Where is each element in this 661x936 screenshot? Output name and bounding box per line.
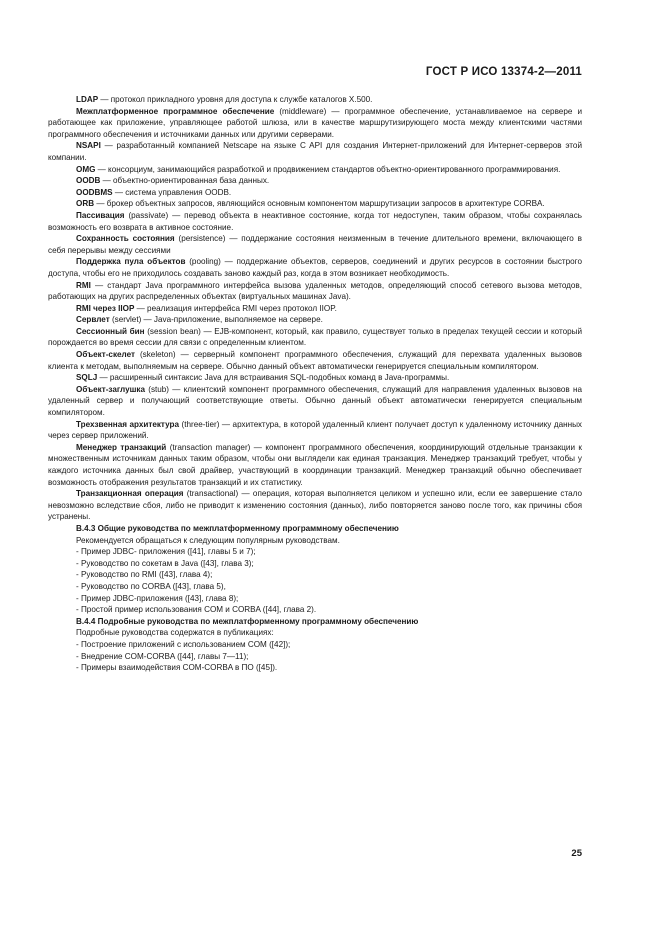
definition-entry <box>48 372 582 384</box>
definition-text: — объектно-ориентированная база данных. <box>100 176 270 186</box>
definition-entry <box>48 488 582 523</box>
definition-entry <box>48 106 582 141</box>
definition-entry <box>48 164 582 176</box>
definition-text: (persistence) — поддержание состояния неизменным в течение длительного времени, включающего в себя перерывы между сессиями <box>48 234 582 255</box>
section-intro: Рекомендуется обращаться к следующим популярным руководствам. <box>76 535 340 545</box>
definition-text: — консорциум, занимающийся разработкой и продвижением стандартов объектно-ориентированного программирования. <box>95 164 561 174</box>
definition-term: Сохранность состояния <box>76 234 175 244</box>
section-intro: Подробные руководства содержатся в публикациях: <box>76 628 274 638</box>
definition-entry <box>48 384 582 419</box>
definition-text: — расширенный синтаксис Java для встраивания SQL-подобных команд в Java-программы. <box>97 373 450 383</box>
page-header: ГОСТ Р ИСО 13374-2—2011 <box>425 66 582 78</box>
definition-entry <box>48 326 582 349</box>
definition-text: (session bean) — EJB-компонент, который, как правило, существует только в пределах текущей сессии и который порождается во время сессии для связи с определенным клиентом. <box>48 326 582 348</box>
definition-term: SQLJ <box>76 373 98 383</box>
definition-term: Сервлет <box>76 315 110 325</box>
definition-entry <box>48 233 582 256</box>
definition-term: Сессионный бин <box>76 326 145 336</box>
definition-entry <box>48 256 582 279</box>
definition-text: (passivate) — перевод объекта в неактивное состояние, когда тот недоступен, таким образом, чтобы сохранялась возможность его возврата в активное состояние. <box>48 210 582 232</box>
definition-entry <box>48 314 582 326</box>
definition-term: Межплатформенное программное обеспечение <box>76 106 275 116</box>
definition-term: RMI <box>76 280 91 290</box>
definition-term: OODB <box>76 176 101 186</box>
list-item: - Внедрение COM-CORBA ([44], главы 7—11); <box>76 651 249 661</box>
definition-entry <box>48 187 582 199</box>
definition-entry <box>48 419 582 442</box>
definition-term: OMG <box>76 164 96 174</box>
list-item: - Построение приложений с использованием COM ([42]); <box>76 639 291 649</box>
definition-entry <box>48 198 582 210</box>
definition-text: — реализация интерфейса RMI через протокол IIOP. <box>134 303 337 313</box>
definition-entry <box>48 140 582 163</box>
reference-list <box>48 546 582 616</box>
page-number: 25 <box>571 848 582 859</box>
definition-entry <box>48 280 582 303</box>
definition-text: (servlet) — Java-приложение, выполняемое на сервере. <box>109 315 323 325</box>
definition-term: Объект-заглушка <box>76 384 145 394</box>
list-item: - Пример JDBC- приложения ([41], главы 5 и 7); <box>76 547 256 557</box>
definition-term: Поддержка пула объектов <box>76 257 186 267</box>
definition-entry <box>48 210 582 233</box>
definition-text: (transaction manager) — компонент программного обеспечения, координирующий отдельные транзакции к множественным источникам данных таким образом, чтобы они выглядели как единая транзакция. Менеджер транзакций требует, чтобы у каждого источника данных был свой драйвер, участвующий в координации транзакций. Менеджер транзакций обычно обеспечивает возможность отображения результатов транзакций и их статистику. <box>48 442 582 487</box>
definition-text: (pooling) — поддержание объектов, серверов, соединений и других ресурсов в состоянии быстрого доступа, чтобы его не приходилось создавать заново каждый раз, когда в этом возникает необходимость. <box>48 257 582 278</box>
definition-entry <box>48 349 582 372</box>
definition-text: — протокол прикладного уровня для доступа к службе каталогов X.500. <box>98 95 373 104</box>
section-b44 <box>48 616 582 674</box>
definition-entry <box>48 442 582 488</box>
list-item: - Руководство по RMI ([43], глава 4); <box>76 570 213 580</box>
definition-term: NSAPI <box>76 141 101 151</box>
definition-term: Трехзвенная архитектура <box>76 419 179 429</box>
definition-term: Транзакционная операция <box>76 489 184 499</box>
definition-text: — стандарт Java программного интерфейса вызова удаленных методов, определяющий способ сетевого вызова методов, работающих на других распределенных объектах (виртуальных машинах Java). <box>48 280 582 302</box>
definition-entry <box>48 303 582 315</box>
definition-entry <box>48 94 582 106</box>
list-item: - Руководство по CORBA ([43], глава 5), <box>76 581 226 591</box>
section-b43 <box>48 523 582 616</box>
definition-term: Объект-скелет <box>76 350 135 360</box>
list-item: - Примеры взаимодействия COM-CORBA в ПО ([45]). <box>76 663 278 673</box>
list-item: - Руководство по сокетам в Java ([43], глава 3); <box>76 558 254 568</box>
page-content <box>48 94 582 674</box>
section-heading: В.4.3 Общие руководства по межплатформенному программному обеспечению <box>76 523 399 533</box>
definitions-list <box>48 94 582 523</box>
definition-text: (transactional) — операция, которая выполняется целиком и успешно или, если ее завершение стало невозможно вследствие сбоя, либо не приводит к изменению состояния (данных), либо повторяется заново после того, как причины сбоя устранены. <box>48 489 582 522</box>
definition-term: OODBMS <box>76 187 113 197</box>
definition-text: (three-tier) — архитектура, в которой удаленный клиент получает доступ к удаленному источнику данных через сервер приложений. <box>48 419 582 441</box>
definition-term: ORB <box>76 199 95 209</box>
definition-text: — система управления OODB. <box>112 187 232 197</box>
list-item: - Пример JDBC-приложения ([43], глава 8); <box>76 593 239 603</box>
definition-text: (skeleton) — серверный компонент программного обеспечения, служащий для перехвата удаленных вызовов клиента к методам, выполняемым на сервере. Обычно данный объект автоматически генерируется специальным компилятором. <box>48 350 582 371</box>
definition-text: — разработанный компанией Netscape на языке C API для создания Интернет-приложений для Интернет-серверов этой компании. <box>48 141 582 162</box>
definition-term: LDAP <box>76 95 99 104</box>
section-heading: В.4.4 Подробные руководства по межплатформенному программному обеспечению <box>76 616 419 626</box>
reference-list <box>48 639 582 674</box>
definition-term: Пассивация <box>76 210 125 220</box>
definition-text: (stub) — клиентский компонент программного обеспечения, служащий для направления удаленных вызовов на удаленный сервер и получающий соответствующие ответы. Обычно данный объект автоматически генерируется специальным компилятором. <box>48 384 582 418</box>
definition-term: RMI через IIOP <box>76 303 135 313</box>
list-item: - Простой пример использования COM и CORBA ([44], глава 2). <box>76 605 317 615</box>
definition-text: (middleware) — программное обеспечение, устанавливаемое на сервере и работающее как приложение, управляющее работой шлюза, или в качестве маршрутизирующего моста между клиентскими частями программного обеспечения и источниками данных или другими серверами. <box>48 106 582 139</box>
definition-entry <box>48 175 582 187</box>
definition-term: Менеджер транзакций <box>76 442 167 452</box>
definition-text: — брокер объектных запросов, являющийся основным компонентом маршрутизации запросов в архитектуре CORBA. <box>94 199 545 209</box>
